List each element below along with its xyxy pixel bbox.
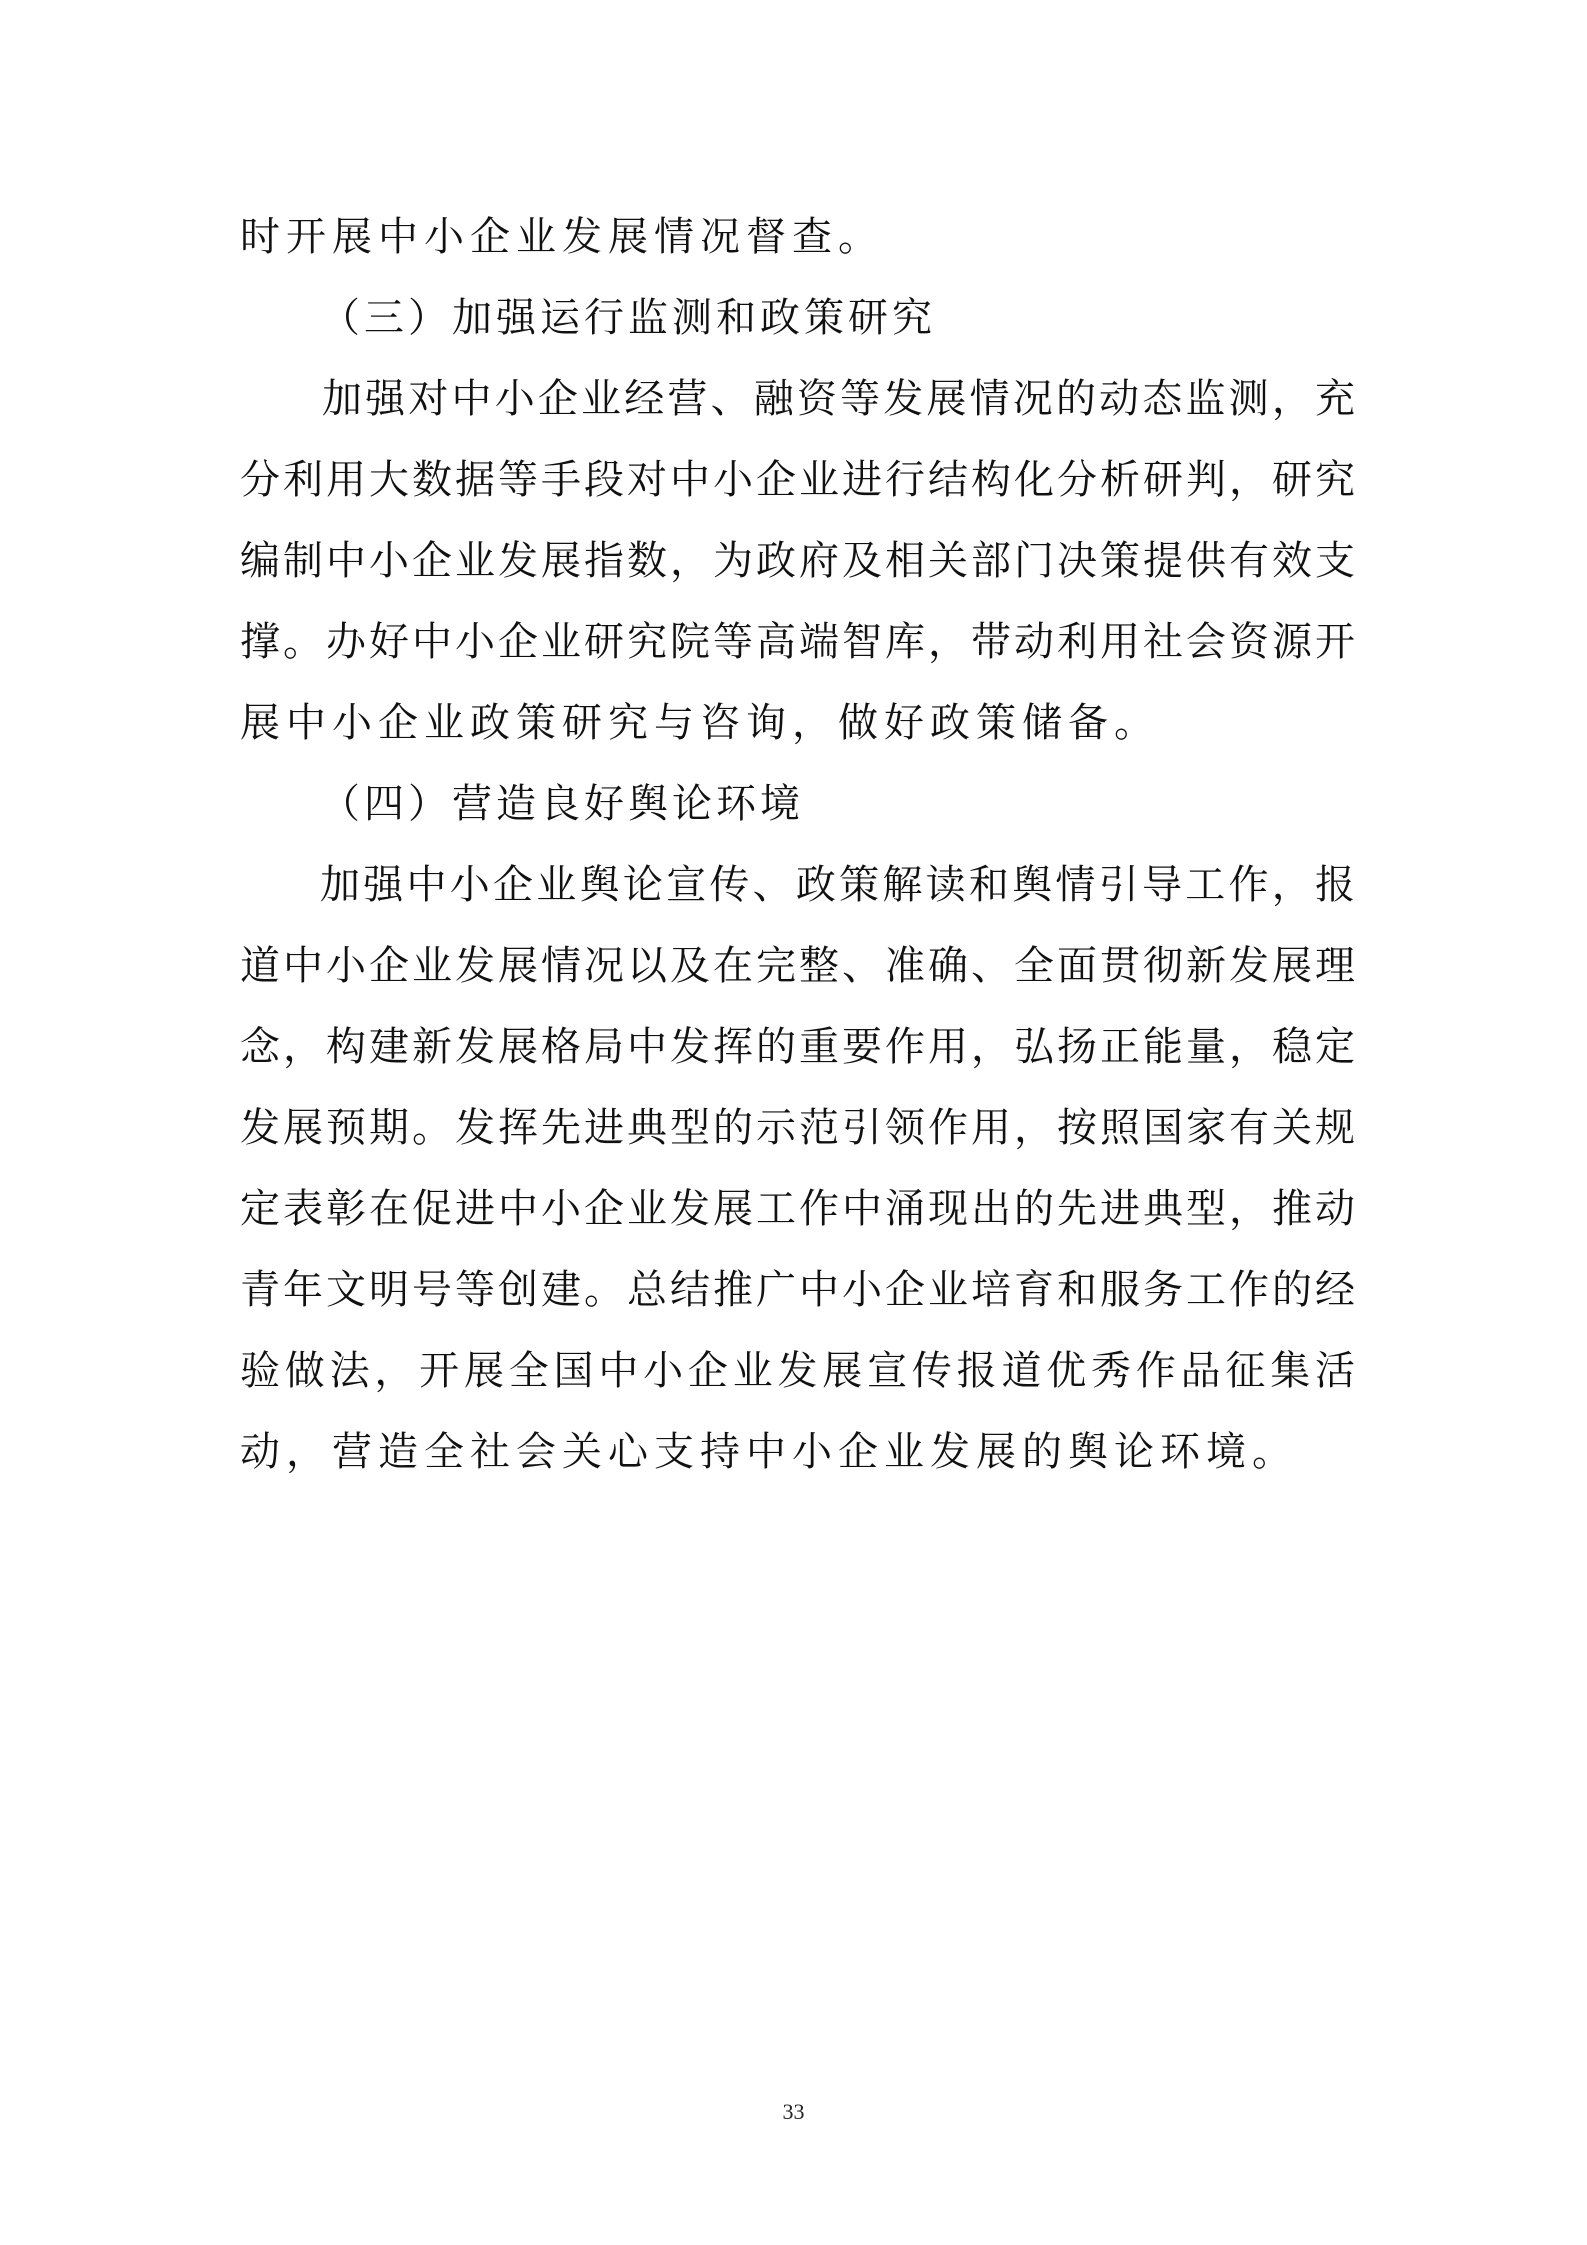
paragraph-text-line: 青年文明号等创建。总结推广中小企业培育和服务工作的经 bbox=[240, 1267, 1355, 1313]
paragraph-text-line: 加强对中小企业经营、融资等发展情况的动态监测，充 bbox=[322, 376, 1355, 422]
page-number: 33 bbox=[782, 2099, 805, 2124]
paragraph-text-line: 撑。办好中小企业研究院等高端智库，带动利用社会资源开 bbox=[240, 619, 1355, 665]
section-heading: （三）加强运行监测和政策研究 bbox=[320, 295, 936, 341]
paragraph-text-line: 编制中小企业发展指数，为政府及相关部门决策提供有效支 bbox=[240, 538, 1355, 584]
paragraph-text-line: 展中小企业政策研究与咨询，做好政策储备。 bbox=[240, 700, 1160, 746]
paragraph-text-line: 发展预期。发挥先进典型的示范引领作用，按照国家有关规 bbox=[240, 1105, 1355, 1151]
paragraph-text-line: 动，营造全社会关心支持中小企业发展的舆论环境。 bbox=[240, 1429, 1298, 1475]
paragraph-text-line: 验做法，开展全国中小企业发展宣传报道优秀作品征集活 bbox=[240, 1348, 1355, 1394]
paragraph-text-line: 念，构建新发展格局中发挥的重要作用，弘扬正能量，稳定 bbox=[240, 1024, 1355, 1070]
paragraph-text-line: 时开展中小企业发展情况督查。 bbox=[240, 214, 884, 260]
paragraph-text-line: 定表彰在促进中小企业发展工作中涌现出的先进典型，推动 bbox=[240, 1186, 1355, 1232]
paragraph-text-line: 加强中小企业舆论宣传、政策解读和舆情引导工作，报 bbox=[320, 862, 1355, 908]
section-heading: （四）营造良好舆论环境 bbox=[320, 781, 804, 827]
paragraph-text-line: 分利用大数据等手段对中小企业进行结构化分析研判，研究 bbox=[240, 457, 1355, 503]
paragraph-text-line: 道中小企业发展情况以及在完整、准确、全面贯彻新发展理 bbox=[240, 943, 1355, 989]
